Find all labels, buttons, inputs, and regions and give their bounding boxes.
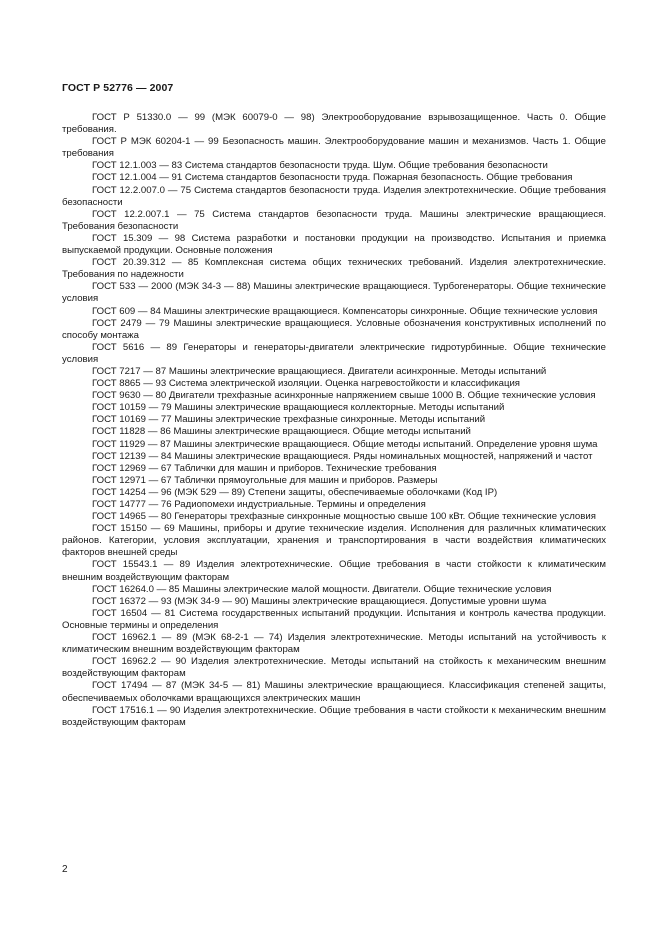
reference-item: ГОСТ 16962.1 — 89 (МЭК 68-2-1 — 74) Изделия электротехнические. Методы испытаний на устойчивость к климатическим внешним воздействующим факторам xyxy=(62,632,606,656)
reference-item: ГОСТ Р МЭК 60204-1 — 99 Безопасность машин. Электрооборудование машин и механизмов. Часть 1. Общие требования xyxy=(62,136,606,160)
reference-item: ГОСТ 15.309 — 98 Система разработки и постановки продукции на производство. Испытания и приемка выпускаемой продукции. Основные положения xyxy=(62,232,606,257)
reference-item: ГОСТ 12.1.003 — 83 Система стандартов безопасности труда. Шум. Общие требования безопасности xyxy=(92,160,548,172)
reference-item: ГОСТ Р 51330.0 — 99 (МЭК 60079-0 — 98) Электрооборудование взрывозащищенное. Часть 0. Общие требования. xyxy=(62,112,606,136)
reference-item: ГОСТ 16504 — 81 Система государственных испытаний продукции. Испытания и контроль качества продукции. Основные термины и определения xyxy=(62,607,606,631)
reference-item: ГОСТ 2479 — 79 Машины электрические вращающиеся. Условные обозначения конструктивных исполнений по способу монтажа xyxy=(62,317,606,341)
reference-item: ГОСТ 16372 — 93 (МЭК 34-9 — 90) Машины электрические вращающиеся. Допустимые уровни шума xyxy=(92,595,547,607)
reference-item: ГОСТ 533 — 2000 (МЭК 34-3 — 88) Машины электрические вращающиеся. Турбогенераторы. Общие технические условия xyxy=(62,281,606,305)
normative-references-list xyxy=(62,112,606,729)
reference-item: ГОСТ 12.1.004 — 91 Система стандартов безопасности труда. Пожарная безопасность. Общие требования xyxy=(92,172,573,184)
reference-item: ГОСТ 609 — 84 Машины электрические вращающиеся. Компенсаторы синхронные. Общие технические условия xyxy=(92,305,598,317)
document-header: ГОСТ Р 52776 — 2007 xyxy=(62,82,174,94)
reference-item: ГОСТ 7217 — 87 Машины электрические вращающиеся. Двигатели асинхронные. Методы испытаний xyxy=(92,365,547,377)
reference-item: ГОСТ 8865 — 93 Система электрической изоляции. Оценка нагревостойкости и классификация xyxy=(92,378,520,390)
page-number: 2 xyxy=(62,864,68,875)
reference-item: ГОСТ 9630 — 80 Двигатели трехфазные асинхронные напряжением свыше 1000 В. Общие технические условия xyxy=(92,390,596,402)
reference-item: ГОСТ 20.39.312 — 85 Комплексная система общих технических требований. Изделия электротехнические. Требования по надежности xyxy=(62,257,606,281)
reference-item: ГОСТ 11929 — 87 Машины электрические вращающиеся. Общие методы испытаний. Определение уровня шума xyxy=(92,438,598,450)
reference-item: ГОСТ 12139 — 84 Машины электрические вращающиеся. Ряды номинальных мощностей, напряжений и частот xyxy=(92,450,593,462)
reference-item: ГОСТ 12.2.007.0 — 75 Система стандартов безопасности труда. Изделия электротехнические. Общие требования безопасности xyxy=(62,184,606,208)
reference-item: ГОСТ 17516.1 — 90 Изделия электротехнические. Общие требования в части стойкости к механическим внешним воздействующим факторам xyxy=(62,704,606,728)
reference-item: ГОСТ 14254 — 96 (МЭК 529 — 89) Степени защиты, обеспечиваемые оболочками (Код IP) xyxy=(92,486,498,498)
reference-item: ГОСТ 12969 — 67 Таблички для машин и приборов. Технические требования xyxy=(92,462,437,474)
reference-item: ГОСТ 14965 — 80 Генераторы трехфазные синхронные мощностью свыше 100 кВт. Общие технические условия xyxy=(92,511,596,523)
reference-item: ГОСТ 15543.1 — 89 Изделия электротехнические. Общие требования в части стойкости к климатическим внешним воздействующим факторам xyxy=(62,559,606,583)
reference-item: ГОСТ 12971 — 67 Таблички прямоугольные для машин и приборов. Размеры xyxy=(92,474,438,486)
reference-item: ГОСТ 17494 — 87 (МЭК 34-5 — 81) Машины электрические вращающиеся. Классификация степеней защиты, обеспечиваемых оболочками вращающихся электрических машин xyxy=(62,680,606,704)
reference-item: ГОСТ 11828 — 86 Машины электрические вращающиеся. Общие методы испытаний xyxy=(92,426,471,438)
reference-item: ГОСТ 5616 — 89 Генераторы и генераторы-двигатели электрические гидротурбинные. Общие технические условия xyxy=(62,341,606,365)
reference-item: ГОСТ 14777 — 76 Радиопомехи индустриальные. Термины и определения xyxy=(92,499,426,510)
reference-item: ГОСТ 10159 — 79 Машины электрические вращающиеся коллекторные. Методы испытаний xyxy=(92,402,505,414)
reference-item: ГОСТ 15150 — 69 Машины, приборы и другие технические изделия. Исполнения для различных климатических районов. Категории, условия эксплуатации, хранения и транспортирования в части воздействия климатических факторов внешней среды xyxy=(62,523,606,559)
reference-item: ГОСТ 12.2.007.1 — 75 Система стандартов безопасности труда. Машины электрические вращающиеся. Требования безопасности xyxy=(62,208,606,232)
reference-item: ГОСТ 10169 — 77 Машины электрические трехфазные синхронные. Методы испытаний xyxy=(92,414,486,426)
reference-item: ГОСТ 16264.0 — 85 Машины электрические малой мощности. Двигатели. Общие технические условия xyxy=(92,583,552,595)
reference-item: ГОСТ 16962.2 — 90 Изделия электротехнические. Методы испытаний на стойкость к механическим внешним воздействующим факторам xyxy=(62,656,606,680)
